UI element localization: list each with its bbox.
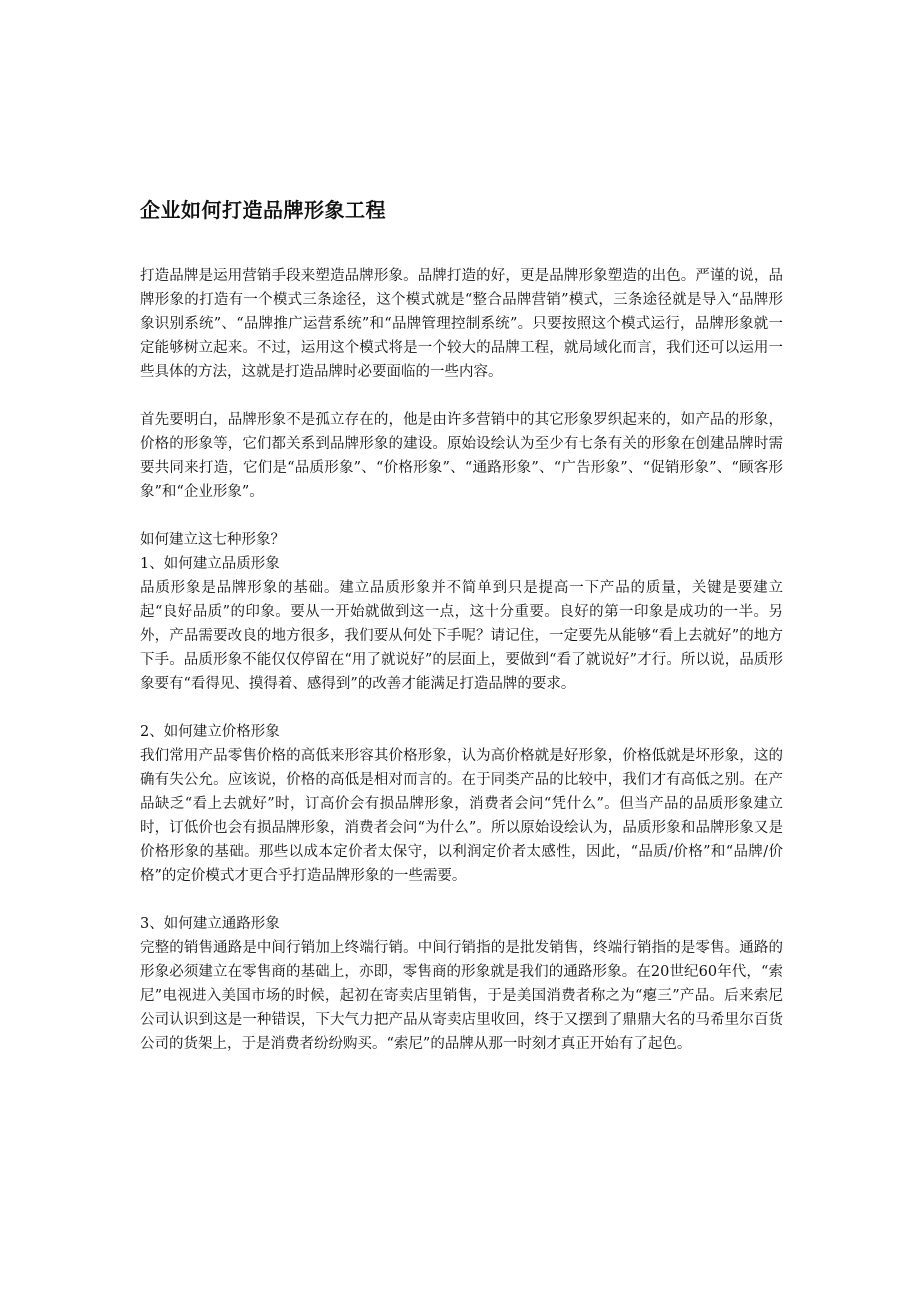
section-body: 完整的销售通路是中间行销加上终端行销。中间行销指的是批发销售，终端行销指的是零售。通路的形象必须建立在零售商的基础上，亦即，零售商的形象就是我们的通路形象。在20世纪60年代，“索尼”电视进入美国市场的时候，起初在寄卖店里销售，于是美国消费者称之为“瘪三”产品。后来索尼公司认识到这是一种错误，下大气力把产品从寄卖店里收回，终于又摆到了鼎鼎大名的马希里尔百货公司的货架上，于是消费者纷纷购买。“索尼”的品牌从那一时刻才真正开始有了起色。 (140, 940, 783, 1052)
document-title: 企业如何打造品牌形象工程 (140, 198, 386, 222)
section-heading: 3、如何建立通路形象 (140, 916, 280, 932)
section-body: 品质形象是品牌形象的基础。建立品质形象并不简单到只是提高一下产品的质量，关键是要建立起“良好品质”的印象。要从一开始就做到这一点，这十分重要。良好的第一印象是成功的一半。另外，产品需要改良的地方很多，我们要从何处下手呢？请记住，一定要先从能够“看上去就好”的地方下手。品质形象不能仅仅停留在“用了就说好”的层面上，要做到“看了就说好”才行。所以说，品质形象要有“看得见、摸得着、感得到”的改善才能满足打造品牌的要求。 (140, 580, 783, 692)
intro-paragraph: 打造品牌是运用营销手段来塑造品牌形象。品牌打造的好，更是品牌形象塑造的出色。严谨的说，品牌形象的打造有一个模式三条途径，这个模式就是“整合品牌营销”模式，三条途径就是导入“品牌形象识别系统”、“品牌推广运营系统”和“品牌管理控制系统”。只要按照这个模式运行，品牌形象就一定能够树立起来。不过，运用这个模式将是一个较大的品牌工程，就局域化而言，我们还可以运用一些具体的方法，这就是打造品牌时必要面临的一些内容。 (140, 268, 783, 380)
section-heading: 2、如何建立价格形象 (140, 724, 280, 740)
section-body: 我们常用产品零售价格的高低来形容其价格形象，认为高价格就是好形象，价格低就是坏形象，这的确有失公允。应该说，价格的高低是相对而言的。在于同类产品的比较中，我们才有高低之别。在产品缺乏“看上去就好”时，订高价会有损品牌形象，消费者会问“凭什么”。但当产品的品质形象建立时，订低价也会有损品牌形象，消费者会问“为什么”。所以原始设绘认为，品质形象和品牌形象又是价格形象的基础。那些以成本定价者太保守，以利润定价者太感性，因此，“品质/价格”和“品牌/价格”的定价模式才更合乎打造品牌形象的一些需要。 (140, 748, 783, 884)
paragraph-images: 首先要明白，品牌形象不是孤立存在的，他是由许多营销中的其它形象罗织起来的，如产品的形象，价格的形象等，它们都关系到品牌形象的建设。原始设绘认为至少有七条有关的形象在创建品牌时需要共同来打造，它们是“品质形象”、“价格形象”、“通路形象”、“广告形象”、“促销形象”、“顾客形象”和“企业形象”。 (140, 412, 783, 500)
section-heading: 1、如何建立品质形象 (140, 556, 280, 572)
section-channel (140, 912, 783, 1056)
section-quality (140, 552, 783, 696)
question-line: 如何建立这七种形象？ (140, 532, 285, 548)
document-page (140, 196, 783, 1056)
section-price (140, 720, 783, 888)
